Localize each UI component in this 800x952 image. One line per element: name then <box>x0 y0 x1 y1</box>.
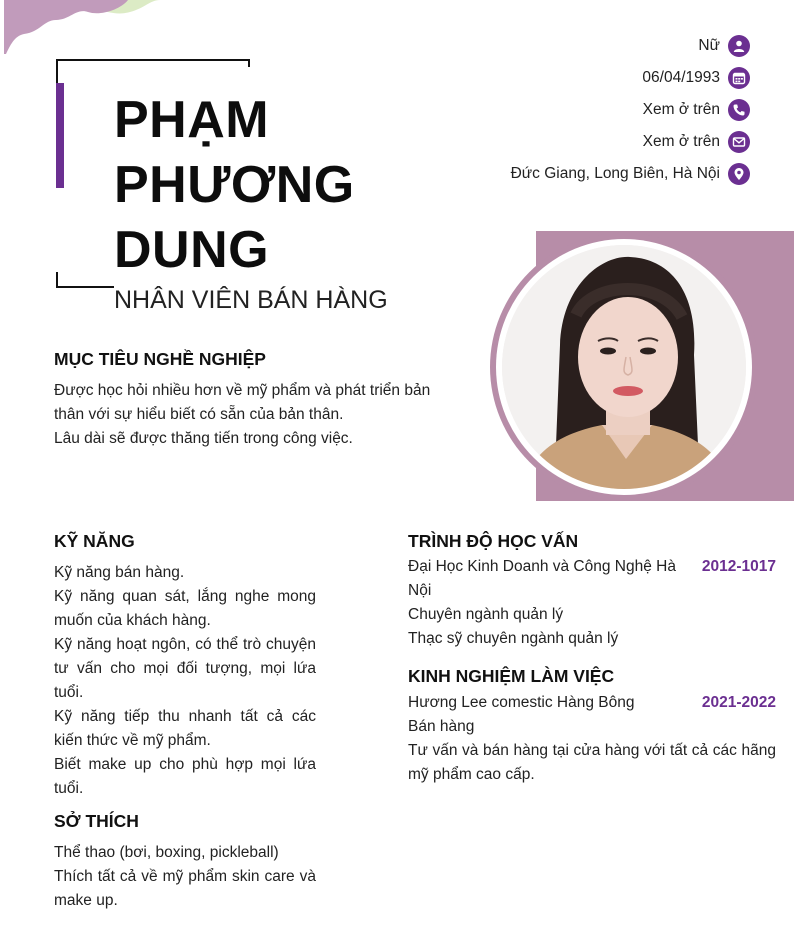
contact-phone <box>420 94 750 126</box>
birthday-text: 06/04/1993 <box>642 69 720 86</box>
name-frame-accent <box>56 83 64 188</box>
education-details <box>408 603 778 651</box>
skill-item: Biết make up cho phù hợp mọi lứa tuổi. <box>54 756 316 797</box>
experience-role: Bán hàng <box>408 718 475 735</box>
contact-email <box>420 126 750 158</box>
mail-icon <box>728 131 750 153</box>
contact-address <box>420 158 750 190</box>
job-title: NHÂN VIÊN BÁN HÀNG <box>114 286 388 314</box>
hobbies-list <box>54 841 316 913</box>
user-icon <box>728 35 750 57</box>
experience-company: Hương Lee comestic Hàng Bông <box>408 694 635 711</box>
education-title: TRÌNH ĐỘ HỌC VẤN <box>408 531 579 551</box>
objective-line: Lâu dài sẽ được thăng tiến trong công việc. <box>54 430 353 447</box>
contact-birthday <box>420 62 750 94</box>
gender-text: Nữ <box>698 37 720 54</box>
objective-title: MỤC TIÊU NGHỀ NGHIỆP <box>54 349 266 369</box>
name-frame-tick <box>248 59 250 67</box>
skill-item: Kỹ năng bán hàng. <box>54 564 185 581</box>
contact-gender <box>420 30 750 62</box>
phone-icon <box>728 99 750 121</box>
skill-item: Kỹ năng quan sát, lắng nghe mong muốn của khách hàng. <box>54 588 316 629</box>
calendar-icon <box>728 67 750 89</box>
phone-text: Xem ở trên <box>642 101 720 118</box>
experience-years: 2021-2022 <box>701 694 776 711</box>
education-line: Thạc sỹ chuyên ngành quản lý <box>408 630 619 647</box>
objective-line: thân với sự hiểu biết có sẵn của bản thân. <box>54 406 344 423</box>
skill-item: Kỹ năng tiếp thu nhanh tất cả các kiến thức về mỹ phẩm. <box>54 708 316 749</box>
hobby-item: Thích tất cả về mỹ phẩm skin care và make up. <box>54 868 316 909</box>
objective-line: Được học hỏi nhiều hơn về mỹ phẩm và phát triển bản <box>54 382 431 399</box>
hobby-item: Thể thao (bơi, boxing, pickleball) <box>54 844 279 861</box>
education-years: 2012-1017 <box>701 558 776 575</box>
name-line-3: DUNG <box>114 221 270 279</box>
education-school: Đại Học Kinh Doanh và Công Nghệ Hà Nội <box>408 558 676 599</box>
name-line-1: PHẠM <box>114 91 270 149</box>
hobbies-title: SỞ THÍCH <box>54 811 139 831</box>
skills-title: KỸ NĂNG <box>54 531 135 551</box>
education-line: Chuyên ngành quản lý <box>408 606 564 623</box>
location-icon <box>728 163 750 185</box>
skill-item: Kỹ năng hoạt ngôn, có thể trò chuyện tư vấn cho mọi đối tượng, mọi lứa tuổi. <box>54 636 316 701</box>
skills-list <box>54 561 316 801</box>
experience-title: KINH NGHIỆM LÀM VIỆC <box>408 666 615 686</box>
contact-list <box>420 30 750 190</box>
decorative-blob <box>0 0 160 60</box>
name-frame-bottom-line <box>56 286 114 288</box>
profile-photo <box>502 245 746 489</box>
name-frame-top <box>56 59 250 61</box>
name-line-2: PHƯƠNG <box>114 156 355 214</box>
experience-description: Tư vấn và bán hàng tại cửa hàng với tất cả các hãng mỹ phẩm cao cấp. <box>408 742 776 783</box>
address-text: Đức Giang, Long Biên, Hà Nội <box>510 165 720 182</box>
objective-body <box>54 379 454 451</box>
email-text: Xem ở trên <box>642 133 720 150</box>
name-frame-left <box>56 59 58 83</box>
